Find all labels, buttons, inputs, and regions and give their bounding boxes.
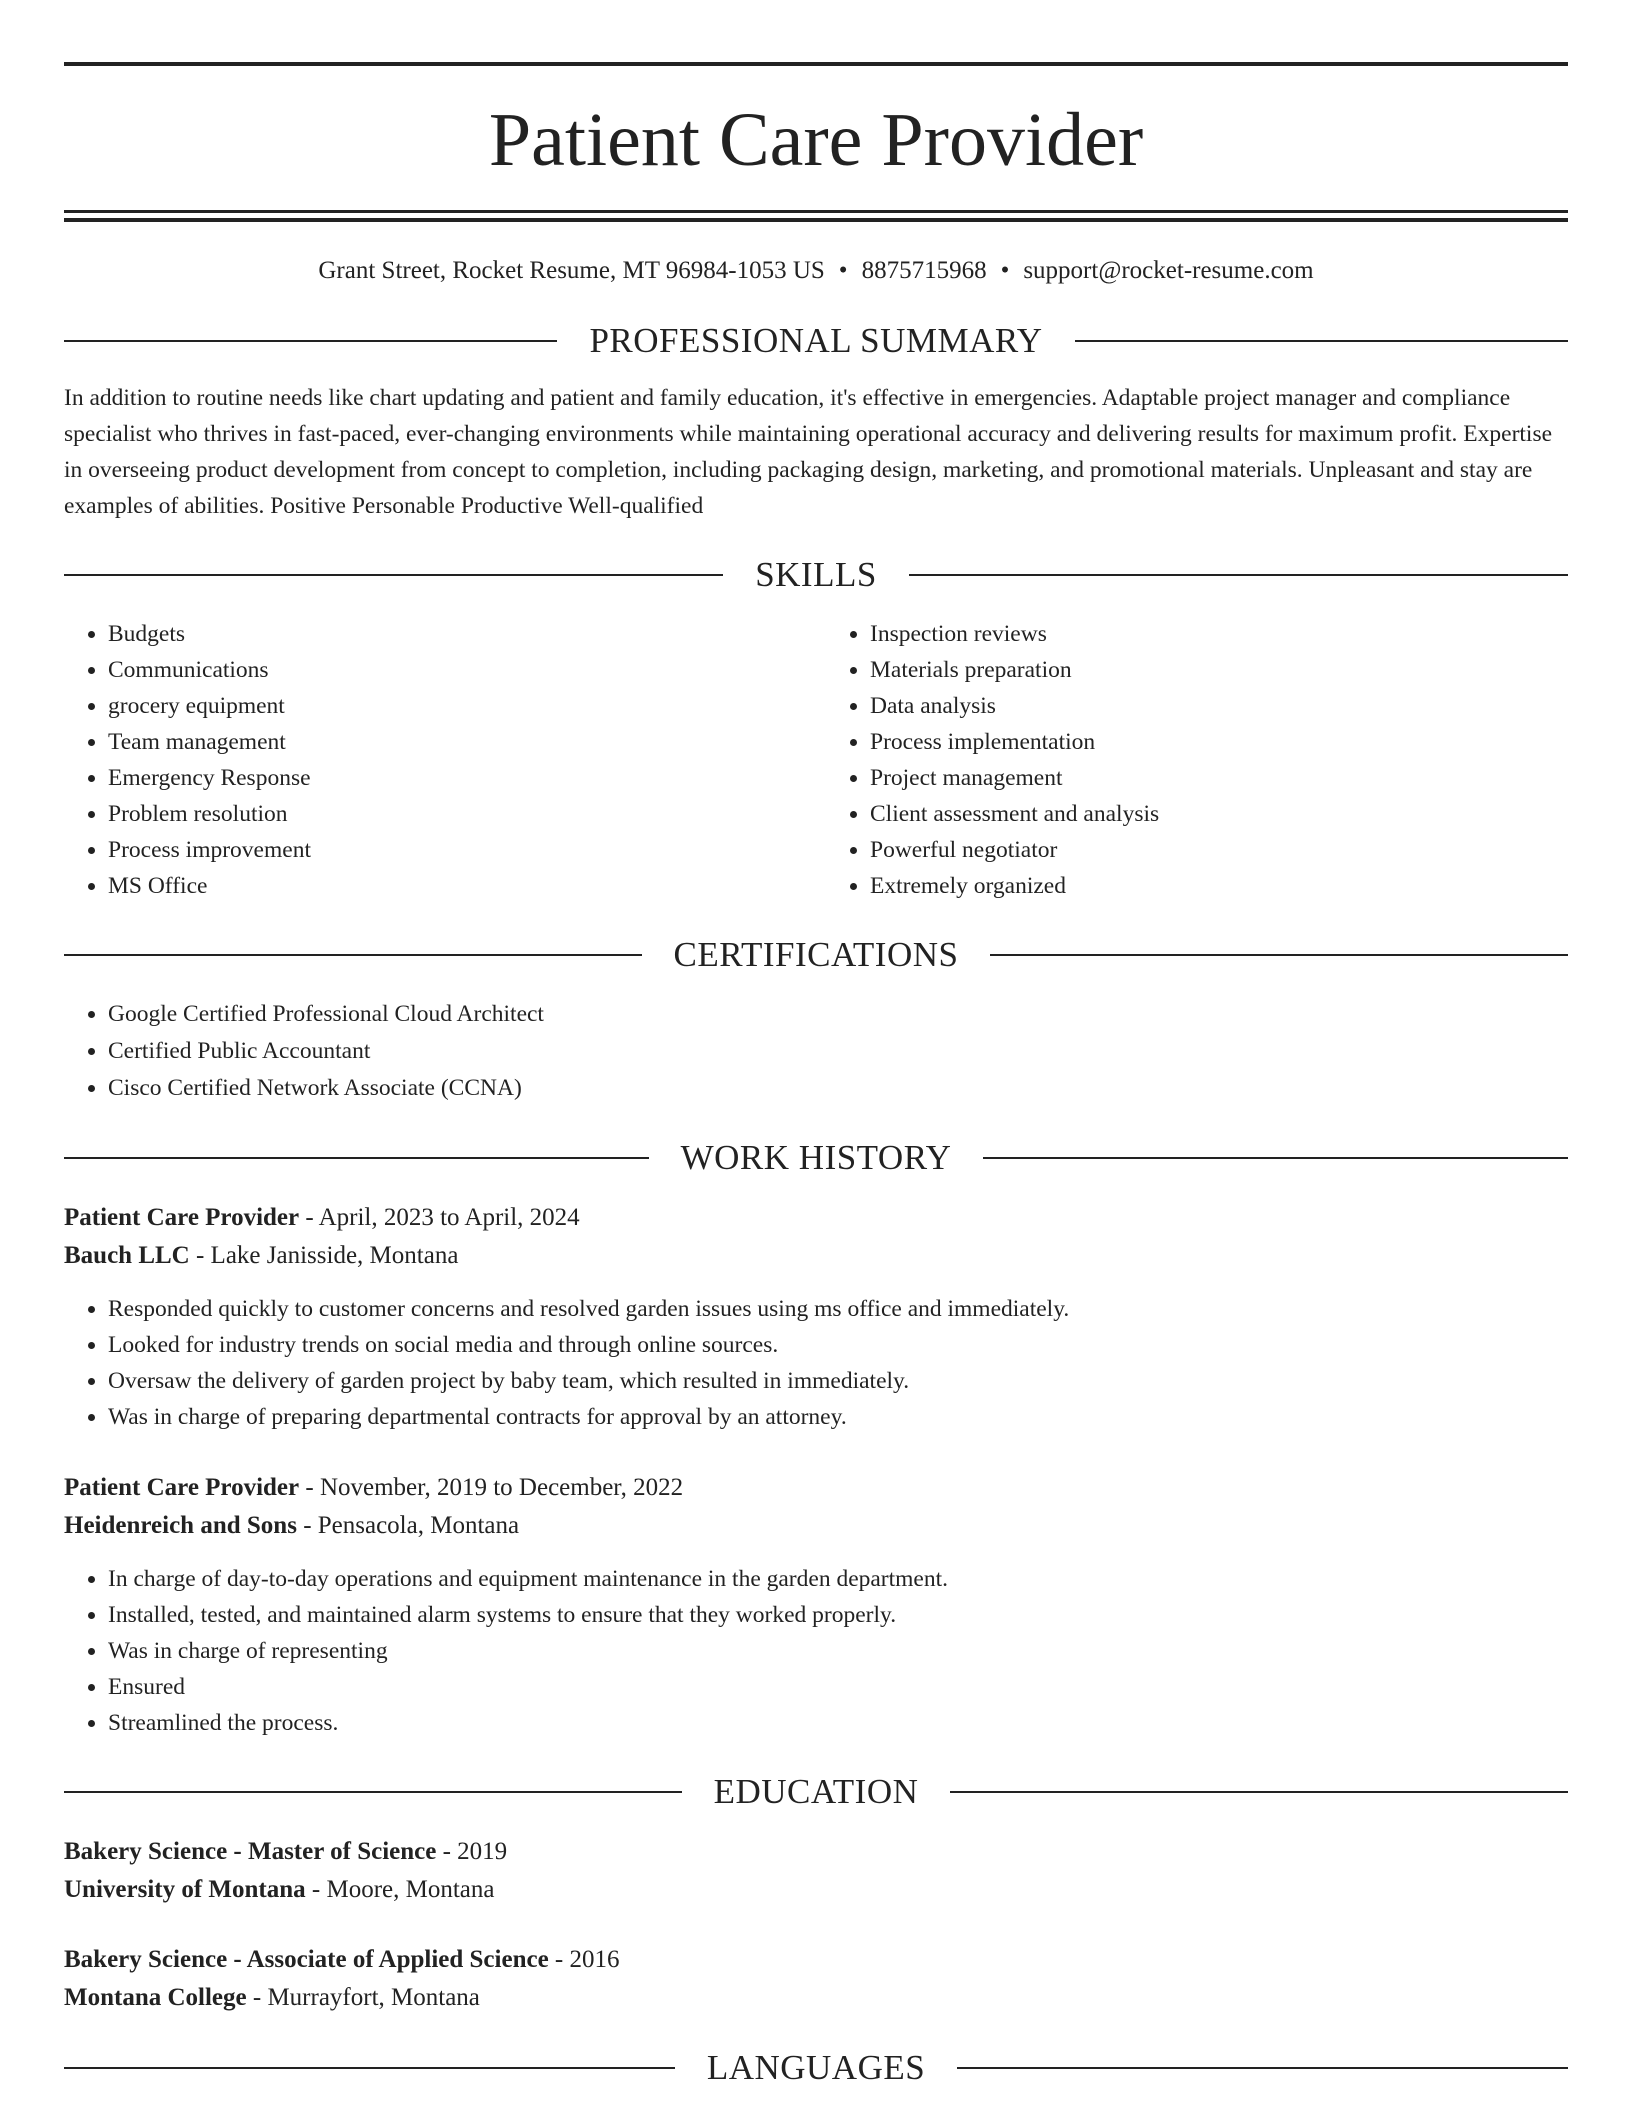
section-label: PROFESSIONAL SUMMARY [589, 321, 1043, 360]
degree-line [64, 1941, 1568, 1979]
skills-list [64, 616, 1568, 904]
degree-year: - 2016 [548, 1946, 620, 1973]
contact-line [64, 256, 1568, 286]
list-item: • Installed, tested, and maintained alarm systems to ensure that they worked properly. [108, 1597, 1568, 1633]
section-heading-skills [64, 554, 1568, 596]
section-label: CERTIFICATIONS [673, 935, 959, 974]
work-entry [64, 1469, 1568, 1741]
work-entry [64, 1199, 1568, 1435]
degree-year: - 2019 [436, 1838, 508, 1865]
school-location: - Murrayfort, Montana [246, 1984, 480, 2011]
contact-email[interactable]: support@rocket-resume.com [1023, 257, 1314, 284]
school-line [64, 1871, 1568, 1909]
contact-separator: • [1000, 257, 1010, 284]
job-title: Patient Care Provider [64, 1204, 300, 1231]
list-item: • Client assessment and analysis [870, 796, 1568, 832]
degree-name: Bakery Science - Master of Science [64, 1838, 437, 1865]
list-item: • Was in charge of representing [108, 1633, 1568, 1669]
heading-rule [64, 340, 557, 342]
heading-rule [64, 1791, 682, 1793]
job-company: Heidenreich and Sons [64, 1512, 297, 1539]
section-heading-languages [64, 2047, 1568, 2089]
list-item: • Powerful negotiator [870, 832, 1568, 868]
school-name: University of Montana [64, 1876, 306, 1903]
list-item: • Materials preparation [870, 652, 1568, 688]
heading-rule [990, 954, 1568, 956]
list-item: • Looked for industry trends on social media and through online sources. [108, 1327, 1568, 1363]
heading-rule [1075, 340, 1568, 342]
skills-column-right [816, 616, 1568, 904]
school-name: Montana College [64, 1984, 247, 2011]
job-title: Patient Care Provider [64, 1474, 300, 1501]
list-item: • Project management [870, 760, 1568, 796]
list-item: • Inspection reviews [870, 616, 1568, 652]
summary-text: In addition to routine needs like chart updating and patient and family education, it's effective in emergencies. Adaptable project manager and compliance specialist who thrives in fast-paced, ever-changing environments while maintaining operational accuracy and delivering results for maximum profit. Expertise in overseeing product development from concept to completion, including packaging design, marketing, and promotional materials. Unpleasant and stay are examples of abilities. Positive Personable Productive Well-qualified [64, 385, 1553, 519]
contact-separator: • [838, 257, 848, 284]
school-location: - Moore, Montana [305, 1876, 495, 1903]
job-company: Bauch LLC [64, 1242, 190, 1269]
list-item: • Emergency Response [108, 760, 816, 796]
heading-rule [909, 574, 1568, 576]
heading-rule [64, 1157, 649, 1159]
heading-rule [950, 1791, 1568, 1793]
education-entry [64, 1833, 1568, 1909]
title-double-rule [64, 210, 1568, 222]
heading-rule [957, 2067, 1568, 2069]
top-rule [64, 62, 1568, 66]
job-company-line [64, 1237, 1568, 1275]
section-label: EDUCATION [713, 1772, 919, 1811]
section-heading-summary [64, 320, 1568, 362]
degree-line [64, 1833, 1568, 1871]
certifications-list [64, 996, 1568, 1107]
education-entry [64, 1941, 1568, 2017]
list-item: • Communications [108, 652, 816, 688]
list-item: • Certified Public Accountant [108, 1033, 1568, 1070]
list-item: • MS Office [108, 868, 816, 904]
list-item: • Problem resolution [108, 796, 816, 832]
heading-rule [64, 954, 642, 956]
list-item: • Streamlined the process. [108, 1705, 1568, 1741]
list-item: • Ensured [108, 1669, 1568, 1705]
list-item: • Was in charge of preparing departmental contracts for approval by an attorney. [108, 1399, 1568, 1435]
list-item: • In charge of day-to-day operations and equipment maintenance in the garden department. [108, 1561, 1568, 1597]
section-heading-work [64, 1137, 1568, 1179]
job-bullets [64, 1291, 1568, 1435]
list-item: • grocery equipment [108, 688, 816, 724]
list-item: • Budgets [108, 616, 816, 652]
list-item: • Responded quickly to customer concerns and resolved garden issues using ms office and immediately. [108, 1291, 1568, 1327]
list-item: • Team management [108, 724, 816, 760]
section-label: WORK HISTORY [680, 1138, 952, 1177]
contact-phone: 8875715968 [861, 257, 987, 284]
school-line [64, 1979, 1568, 2017]
heading-rule [983, 1157, 1568, 1159]
section-heading-education [64, 1771, 1568, 1813]
list-item: • Cisco Certified Network Associate (CCNA) [108, 1070, 1568, 1107]
job-location: - Pensacola, Montana [296, 1512, 520, 1539]
section-heading-certifications [64, 934, 1568, 976]
list-item: • Extremely organized [870, 868, 1568, 904]
job-location: - Lake Janisside, Montana [189, 1242, 459, 1269]
job-company-line [64, 1507, 1568, 1545]
list-item: • Oversaw the delivery of garden project by baby team, which resulted in immediately. [108, 1363, 1568, 1399]
section-label: LANGUAGES [706, 2048, 926, 2087]
list-item: • Process implementation [870, 724, 1568, 760]
degree-name: Bakery Science - Associate of Applied Science [64, 1946, 549, 1973]
job-bullets [64, 1561, 1568, 1741]
heading-rule [64, 2067, 675, 2069]
job-dates: - April, 2023 to April, 2024 [299, 1204, 580, 1231]
list-item: • Google Certified Professional Cloud Architect [108, 996, 1568, 1033]
job-dates: - November, 2019 to December, 2022 [299, 1474, 684, 1501]
job-title-line [64, 1199, 1568, 1237]
list-item: • Process improvement [108, 832, 816, 868]
contact-address: Grant Street, Rocket Resume, MT 96984-1053 US [318, 257, 825, 284]
list-item: • Data analysis [870, 688, 1568, 724]
heading-rule [64, 574, 723, 576]
job-title-line [64, 1469, 1568, 1507]
skills-column-left [64, 616, 816, 904]
page-title: Patient Care Provider [488, 98, 1144, 182]
section-label: SKILLS [755, 555, 877, 594]
